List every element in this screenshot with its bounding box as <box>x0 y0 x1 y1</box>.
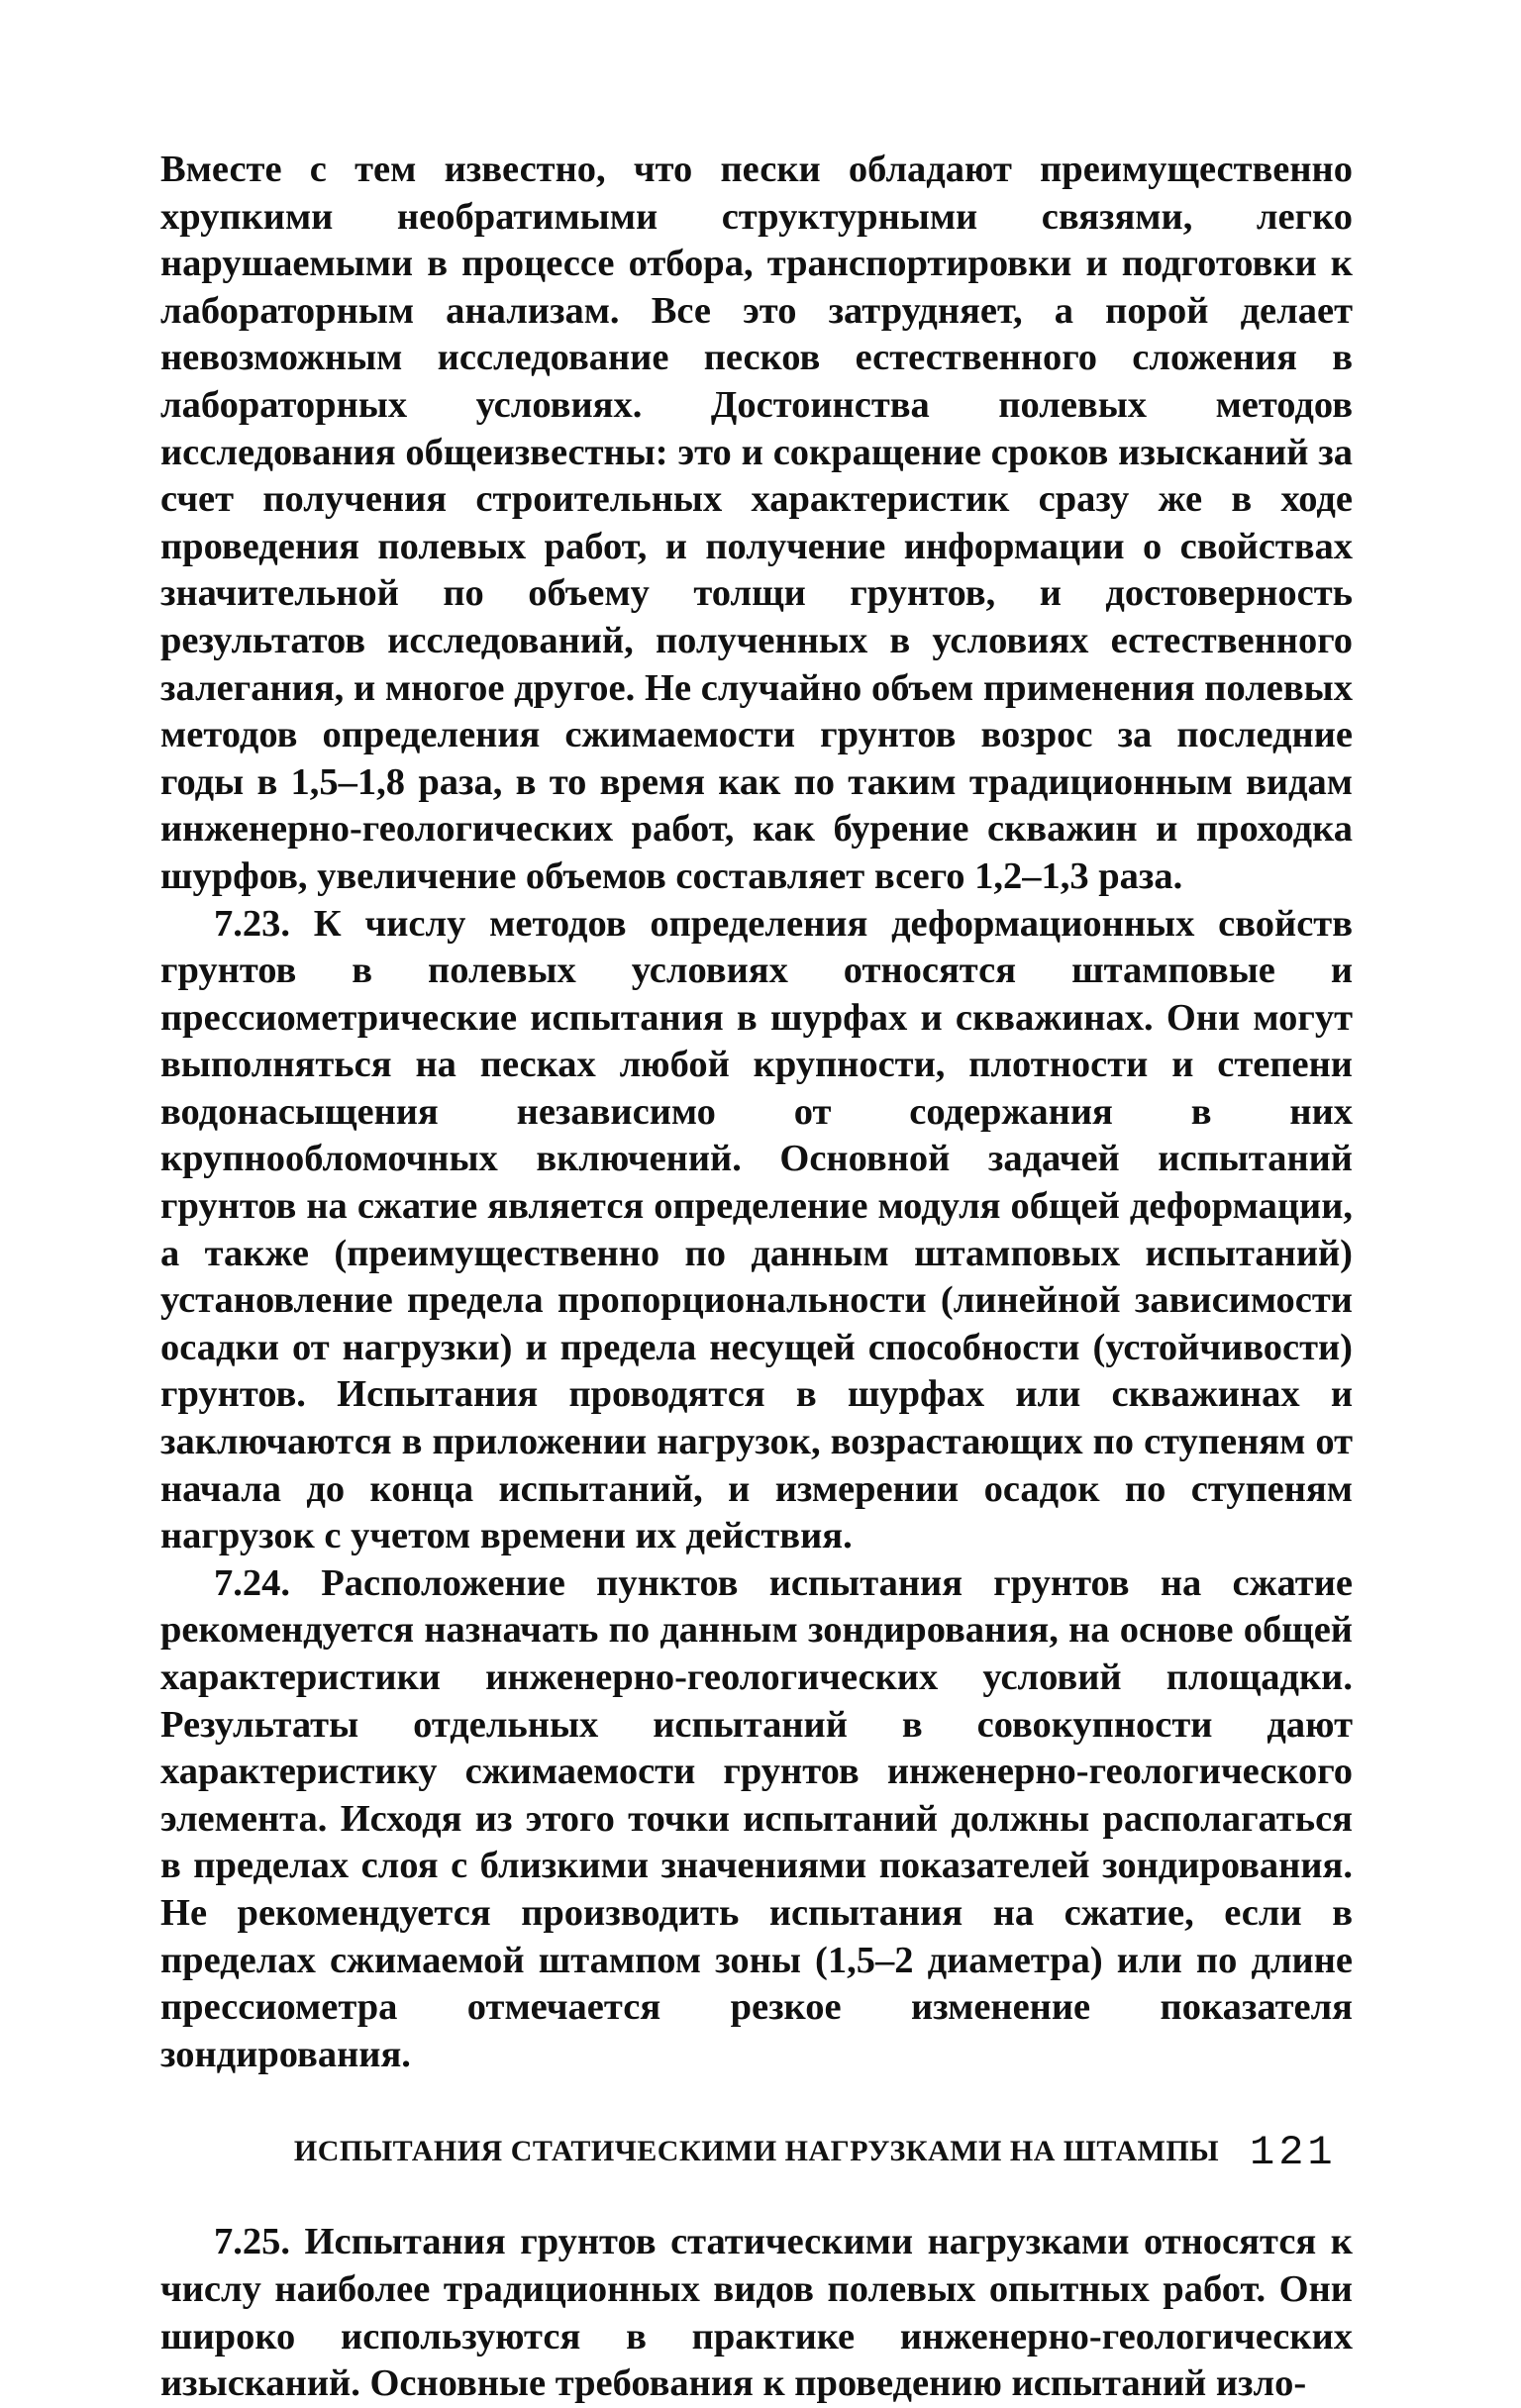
paragraph-7-25: 7.25. Испытания грунтов статическими нагрузками относятся к числу наиболее традиционных видов полевых опытных работ. Они широко используются в практике инженерно-геологических изысканий. Основные требования к проведению испытаний изло- <box>160 2221 1353 2405</box>
body-text <box>160 147 1353 2408</box>
paragraph-7-23: 7.23. К числу методов определения деформационных свойств грунтов в полевых условиях относятся штамповые и прессиометрические испытания в шурфах и скважинах. Они могут выполняться на песках любой крупности, плотности и степени водонасыщения независимо от содержания в них крупнообломочных включений. Основной задачей испытаний грунтов на сжатие является определение модуля общей деформации, а также (преимущественно по данным штамповых испытаний) установление предела пропорциональности (линейной зависимости осадки от нагрузки) и предела несущей способности (устойчивости) грунтов. Испытания проводятся в шурфах или скважинах и заключаются в приложении нагрузок, возрастающих по ступеням от начала до конца испытаний, и измерении осадок по ступеням нагрузок с учетом времени их действия. <box>160 902 1353 1557</box>
page-number: 121 <box>1250 2129 1337 2176</box>
paragraph-intro: Вместе с тем известно, что пески обладают преимущественно хрупкими необратимыми структурными связями, легко нарушаемыми в процессе отбора, транспортировки и подготовки к лабораторным анализам. Все это затрудняет, а порой делает невозможным исследование песков естественного сложения в лабораторных условиях. Достоинства полевых методов исследования общеизвестны: это и сокращение сроков изысканий за счет получения строительных характеристик сразу же в ходе проведения полевых работ, и получение информации о свойствах значительной по объему толщи грунтов, и достоверность результатов исследований, полученных в условиях естественного залегания, и многое другое. Не случайно объем применения полевых методов определения сжимаемости грунтов возрос за последние годы в 1,5–1,8 раза, в то время как по таким традиционным видам инженерно-геологических работ, как бурение скважин и проходка шурфов, увеличение объемов составляет всего 1,2–1,3 раза. <box>160 149 1353 897</box>
paragraph-7-24: 7.24. Расположение пунктов испытания грунтов на сжатие рекомендуется назначать по данным зондирования, на основе общей характеристики инженерно-геологических условий площадки. Результаты отдельных испытаний в совокупности дают характеристику сжимаемости грунтов инженерно-геологического элемента. Исходя из этого точки испытаний должны располагаться в пределах слоя с близкими значениями показателей зондирования. Не рекомендуется производить испытания на сжатие, если в пределах сжимаемой штампом зоны (1,5–2 диаметра) или по длине прессиометра отмечается резкое изменение показателя зондирования. <box>160 1561 1353 2075</box>
section-heading: ИСПЫТАНИЯ СТАТИЧЕСКИМИ НАГРУЗКАМИ НА ШТАМПЫ <box>293 2135 1220 2168</box>
